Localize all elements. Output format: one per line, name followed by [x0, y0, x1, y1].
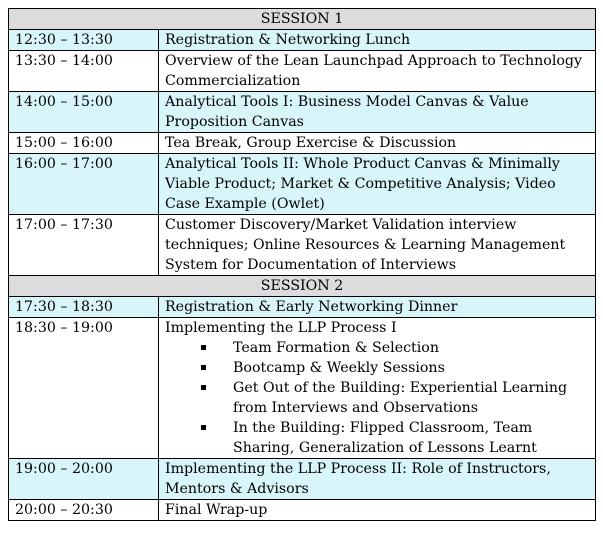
schedule-container [8, 8, 595, 521]
schedule-row [9, 297, 596, 318]
schedule-row [9, 133, 596, 154]
description-text: Final Wrap-up [165, 502, 268, 518]
schedule-row [9, 30, 596, 51]
time-cell: 17:00 – 17:30 [9, 215, 159, 276]
bullet-item [165, 418, 589, 458]
session-header-row [9, 276, 596, 297]
description-text: Registration & Early Networking Dinner [165, 299, 458, 315]
time-cell: 17:30 – 18:30 [9, 297, 159, 318]
description-text: Tea Break, Group Exercise & Discussion [165, 135, 457, 151]
session-header-row [9, 9, 596, 30]
description-cell [159, 459, 596, 500]
description-text: Customer Discovery/Market Validation interview techniques; Online Resources & Learning Management System for Documentation of Interviews [165, 217, 566, 273]
bullet-text: Team Formation & Selection [233, 340, 439, 356]
description-cell [159, 215, 596, 276]
time-cell: 19:00 – 20:00 [9, 459, 159, 500]
description-cell [159, 297, 596, 318]
schedule-row [9, 459, 596, 500]
description-cell [159, 500, 596, 521]
time-cell: 16:00 – 17:00 [9, 154, 159, 215]
bullet-text: Get Out of the Building: Experiential Learning from Interviews and Observations [233, 380, 568, 416]
time-cell: 18:30 – 19:00 [9, 318, 159, 459]
description-cell [159, 30, 596, 51]
time-cell: 14:00 – 15:00 [9, 92, 159, 133]
square-bullet-icon [201, 365, 206, 370]
description-text: Implementing the LLP Process I [165, 320, 397, 336]
bullet-item [165, 338, 589, 358]
description-cell [159, 318, 596, 459]
time-cell: 13:30 – 14:00 [9, 51, 159, 92]
schedule-row [9, 92, 596, 133]
square-bullet-icon [201, 385, 206, 390]
time-cell: 15:00 – 16:00 [9, 133, 159, 154]
bullet-list [165, 338, 589, 458]
square-bullet-icon [201, 345, 206, 350]
square-bullet-icon [201, 425, 206, 430]
bullet-text: In the Building: Flipped Classroom, Team Sharing, Generalization of Lessons Learnt [233, 420, 537, 456]
schedule-row [9, 500, 596, 521]
schedule-row [9, 154, 596, 215]
description-cell [159, 92, 596, 133]
time-cell: 12:30 – 13:30 [9, 30, 159, 51]
schedule-row [9, 318, 596, 459]
description-cell [159, 154, 596, 215]
description-text: Implementing the LLP Process II: Role of Instructors, Mentors & Advisors [165, 461, 551, 497]
bullet-item [165, 358, 589, 378]
schedule-row [9, 215, 596, 276]
description-text: Overview of the Lean Launchpad Approach to Technology Commercialization [165, 53, 582, 89]
session-title: SESSION 2 [9, 276, 596, 297]
bullet-text: Bootcamp & Weekly Sessions [233, 360, 445, 376]
schedule-row [9, 51, 596, 92]
session-title: SESSION 1 [9, 9, 596, 30]
description-cell [159, 133, 596, 154]
description-text: Registration & Networking Lunch [165, 32, 411, 48]
description-text: Analytical Tools II: Whole Product Canvas & Minimally Viable Product; Market & Competitive Analysis; Video Case Example (Owlet) [165, 156, 560, 212]
description-cell [159, 51, 596, 92]
time-cell: 20:00 – 20:30 [9, 500, 159, 521]
schedule-table [8, 8, 596, 521]
bullet-item [165, 378, 589, 418]
description-text: Analytical Tools I: Business Model Canvas & Value Proposition Canvas [165, 94, 529, 130]
